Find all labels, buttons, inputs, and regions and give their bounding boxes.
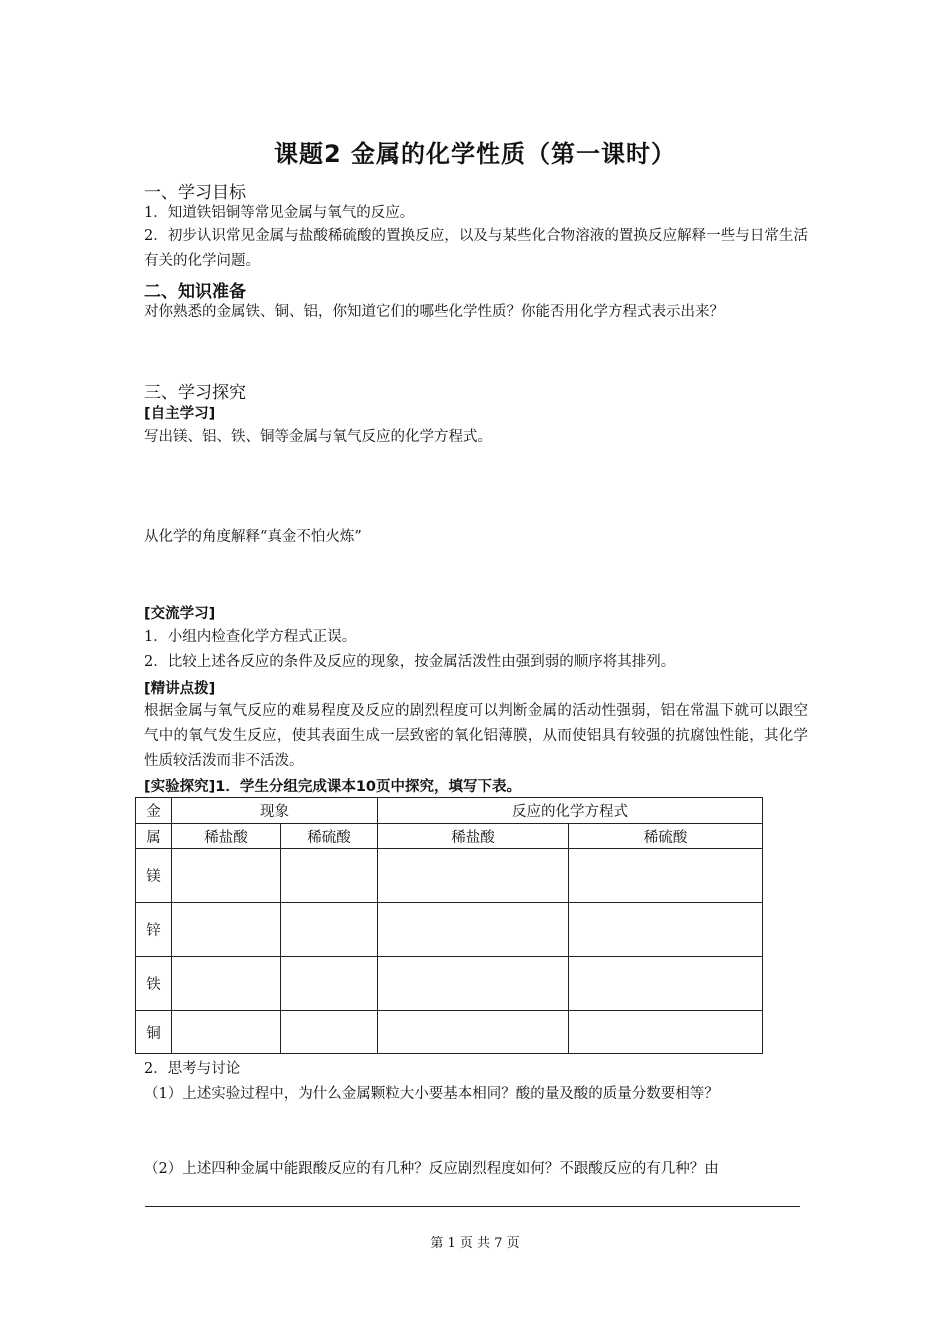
- answer-cell[interactable]: [378, 1011, 569, 1054]
- phenomenon-h2so4-header: 稀硫酸: [281, 824, 378, 849]
- table-row: [136, 957, 763, 1011]
- section-heading-goals: 一、学习目标: [144, 183, 246, 203]
- metal-header-top: 金: [136, 798, 172, 824]
- experiment-label: [实验探究]1．学生分组完成课本10页中探究，填写下表。: [144, 779, 522, 795]
- self-study-question-1: 写出镁、铝、铁、铜等金属与氧气反应的化学方程式。: [144, 429, 492, 445]
- table-row: [136, 903, 763, 957]
- self-study-label: [自主学习]: [144, 406, 216, 422]
- answer-cell[interactable]: [569, 903, 763, 957]
- equation-header: 反应的化学方程式: [378, 798, 763, 824]
- discussion-question-2: （2）上述四种金属中能跟酸反应的有几种？反应剧烈程度如何？不跟酸反应的有几种？由: [144, 1161, 719, 1177]
- exchange-item-2: 2．比较上述各反应的条件及反应的现象，按金属活泼性由强到弱的顺序将其排列。: [144, 654, 676, 670]
- phenomenon-hcl-header: 稀盐酸: [172, 824, 281, 849]
- answer-cell[interactable]: [569, 957, 763, 1011]
- answer-cell[interactable]: [281, 957, 378, 1011]
- exchange-item-1: 1．小组内检查化学方程式正误。: [144, 629, 357, 645]
- page-number: 第 1 页 共 7 页: [430, 1236, 520, 1251]
- answer-cell[interactable]: [378, 903, 569, 957]
- answer-cell[interactable]: [172, 1011, 281, 1054]
- table-row: [136, 849, 763, 903]
- answer-cell[interactable]: [172, 957, 281, 1011]
- prep-question: 对你熟悉的金属铁、铜、铝，你知道它们的哪些化学性质？你能否用化学方程式表示出来？: [144, 304, 724, 320]
- page-title: 课题2 金属的化学性质（第一课时）: [273, 140, 677, 168]
- equation-h2so4-header: 稀硫酸: [569, 824, 763, 849]
- table-row: [136, 1011, 763, 1054]
- answer-cell[interactable]: [281, 903, 378, 957]
- answer-cell[interactable]: [281, 849, 378, 903]
- answer-cell[interactable]: [281, 1011, 378, 1054]
- metal-cell: 锌: [136, 903, 172, 957]
- answer-cell[interactable]: [378, 957, 569, 1011]
- answer-cell[interactable]: [172, 849, 281, 903]
- metal-header-bottom: 属: [136, 824, 172, 849]
- discussion-heading: 2．思考与讨论: [144, 1061, 241, 1077]
- key-points-label: [精讲点拨]: [144, 681, 216, 697]
- answer-cell[interactable]: [378, 849, 569, 903]
- exchange-label: [交流学习]: [144, 606, 216, 622]
- answer-cell[interactable]: [172, 903, 281, 957]
- phenomenon-header: 现象: [172, 798, 378, 824]
- metal-cell: 铁: [136, 957, 172, 1011]
- key-points-text: 根据金属与氧气反应的难易程度及反应的剧烈程度可以判断金属的活动性强弱，铝在常温下就可以跟空气中的氧气发生反应，使其表面生成一层致密的氧化铝薄膜，从而使铝具有较强的抗腐蚀性能，其化学性质较活泼而非不活泼。: [144, 703, 808, 769]
- goal-item-2: 2．初步认识常见金属与盐酸稀硫酸的置换反应，以及与某些化合物溶液的置换反应解释一些与日常生活有关的化学问题。: [144, 228, 808, 269]
- answer-cell[interactable]: [569, 849, 763, 903]
- section-heading-explore: 三、学习探究: [144, 383, 246, 403]
- goal-item-1: 1．知道铁铝铜等常见金属与氧气的反应。: [144, 205, 415, 221]
- section-heading-prep: 二、知识准备: [144, 282, 246, 302]
- metal-cell: 铜: [136, 1011, 172, 1054]
- answer-cell[interactable]: [569, 1011, 763, 1054]
- experiment-table: [135, 797, 763, 1054]
- discussion-question-1: （1）上述实验过程中，为什么金属颗粒大小要基本相同？酸的量及酸的质量分数要相等？: [144, 1086, 719, 1102]
- self-study-question-2: 从化学的角度解释“真金不怕火炼”: [144, 529, 362, 545]
- footer-divider: [145, 1206, 800, 1207]
- metal-cell: 镁: [136, 849, 172, 903]
- equation-hcl-header: 稀盐酸: [378, 824, 569, 849]
